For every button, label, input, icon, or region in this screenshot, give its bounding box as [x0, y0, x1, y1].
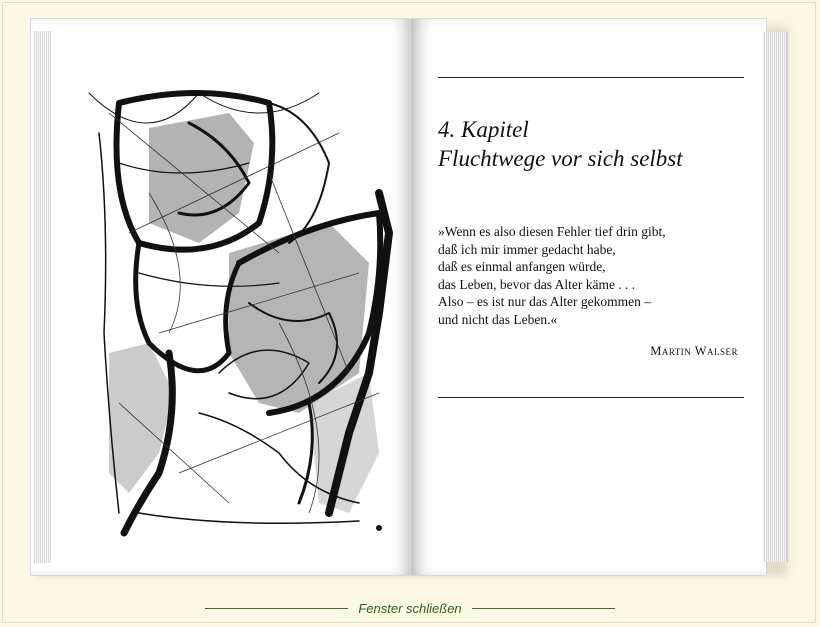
- close-window-link[interactable]: Fenster schließen: [358, 600, 462, 616]
- quote-line: daß es einmal anfangen würde,: [438, 259, 606, 274]
- ink-sketch-illustration: [79, 73, 409, 543]
- right-page-edges: [763, 32, 788, 562]
- footer: [0, 598, 820, 618]
- footer-divider-right: [472, 608, 615, 609]
- chapter-number: 4. Kapitel: [438, 117, 529, 142]
- quote-line: Also – es ist nur das Alter gekommen –: [438, 294, 651, 309]
- open-book: [30, 18, 790, 580]
- epigraph-quote: [438, 223, 738, 328]
- left-page-edges: [33, 31, 51, 563]
- footer-divider-left: [205, 608, 348, 609]
- right-page: [410, 18, 767, 576]
- bottom-rule: [438, 397, 744, 398]
- left-page: [30, 18, 412, 576]
- chapter-title: Fluchtwege vor sich selbst: [438, 146, 683, 171]
- chapter-heading: [438, 115, 683, 173]
- quote-line: und nicht das Leben.«: [438, 311, 558, 327]
- quote-line: das Leben, bevor das Alter käme . . .: [438, 276, 636, 292]
- quote-line: »Wenn es also diesen Fehler tief drin gibt,: [438, 224, 666, 239]
- top-rule: [438, 77, 744, 78]
- quote-author: Martin Walser: [650, 344, 738, 358]
- quote-line: daß ich mir immer gedacht habe,: [438, 241, 616, 257]
